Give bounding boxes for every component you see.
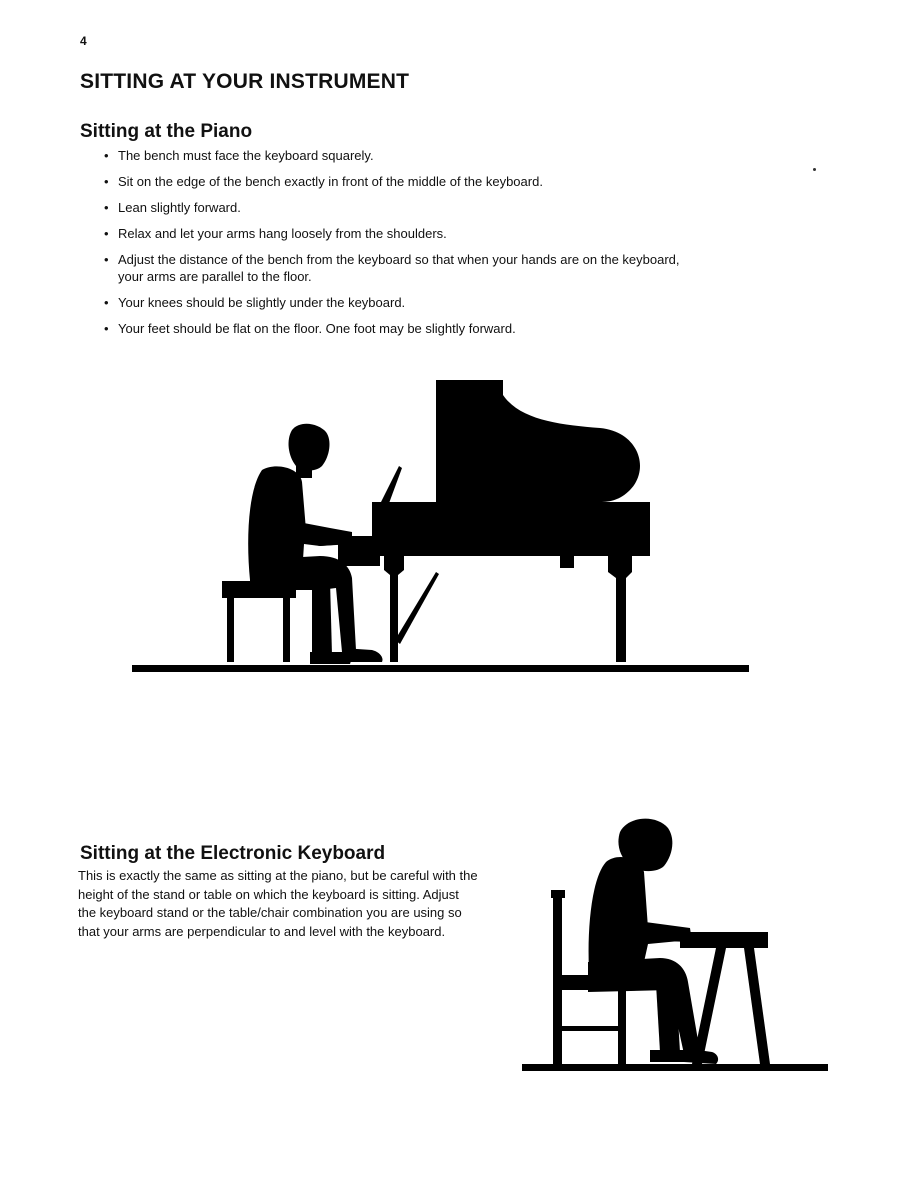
list-item: • Your knees should be slightly under the keyboard. [104,294,704,311]
list-item: • Relax and let your arms hang loosely from the shoulders. [104,225,704,242]
keyboard-section-body: This is exactly the same as sitting at the piano, but be careful with the height of the stand or table on which the keyboard is sitting. Adjust the keyboard stand or the table/chair combination you are using so that your arms are perpendicular to and level with the keyboard. [78,868,478,939]
list-item: • The bench must face the keyboard squarely. [104,147,704,164]
list-item: • Lean slightly forward. [104,199,704,216]
list-item: • Sit on the edge of the bench exactly in front of the middle of the keyboard. [104,173,704,190]
list-item: • Adjust the distance of the bench from the keyboard so that when your hands are on the keyboard, your arms are parallel to the floor. [104,251,704,285]
page-number: 4 [80,34,87,48]
page-title: SITTING AT YOUR INSTRUMENT [80,70,410,93]
keyboard-section-heading: Sitting at the Electronic Keyboard [80,843,386,864]
list-item: • Your feet should be flat on the floor. One foot may be slightly forward. [104,320,704,337]
piano-section-heading: Sitting at the Piano [80,121,253,142]
